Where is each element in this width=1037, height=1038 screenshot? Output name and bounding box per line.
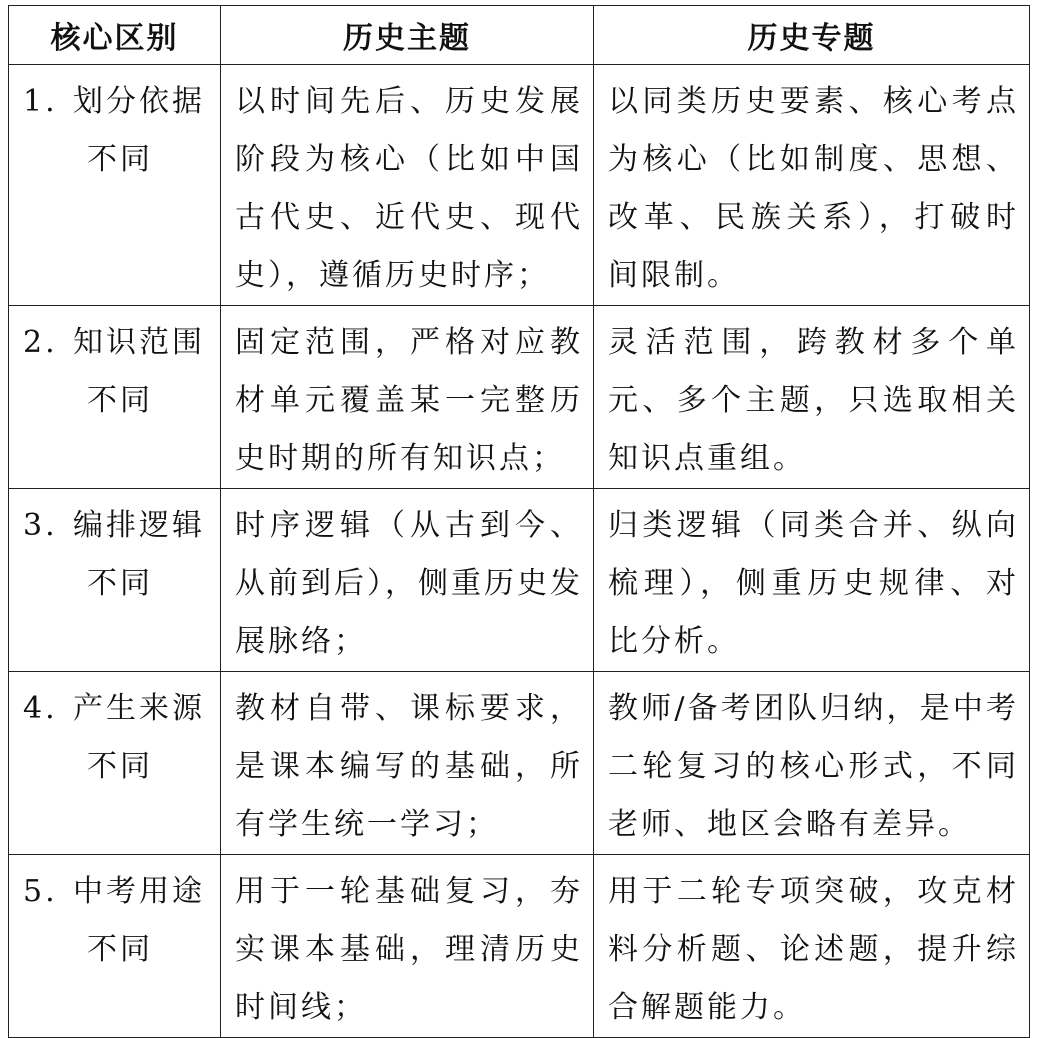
category-label-line2: 不同 bbox=[87, 142, 153, 177]
topic-cell bbox=[594, 489, 1030, 672]
row-number: 5. bbox=[23, 874, 58, 909]
topic-cell bbox=[594, 855, 1030, 1038]
theme-cell bbox=[221, 306, 594, 489]
row-number: 3. bbox=[23, 508, 58, 543]
category-cell bbox=[9, 672, 221, 855]
row-number: 1. bbox=[23, 84, 58, 119]
category-label-line2: 不同 bbox=[87, 932, 153, 967]
category-cell bbox=[9, 65, 221, 306]
category-label-line2: 不同 bbox=[87, 566, 153, 601]
header-row bbox=[9, 6, 1030, 65]
theme-text: 教材自带、课标要求，是课本编写的基础，所有学生统一学习； bbox=[235, 691, 583, 842]
theme-cell bbox=[221, 489, 594, 672]
topic-text: 用于二轮专项突破，攻克材料分析题、论述题，提升综合解题能力。 bbox=[608, 874, 1019, 1025]
table-row bbox=[9, 489, 1030, 672]
row-number: 2. bbox=[23, 325, 58, 360]
theme-text: 固定范围，严格对应教材单元覆盖某一完整历史时期的所有知识点； bbox=[235, 325, 583, 476]
topic-text: 灵活范围，跨教材多个单元、多个主题，只选取相关知识点重组。 bbox=[608, 325, 1019, 476]
theme-cell bbox=[221, 855, 594, 1038]
category-label: 知识范围 bbox=[73, 325, 205, 360]
comparison-table bbox=[8, 5, 1030, 1038]
category-label: 中考用途 bbox=[73, 874, 205, 909]
topic-text: 归类逻辑（同类合并、纵向梳理），侧重历史规律、对比分析。 bbox=[608, 508, 1019, 659]
category-label-line2: 不同 bbox=[87, 749, 153, 784]
theme-text: 用于一轮基础复习，夯实课本基础，理清历史时间线； bbox=[235, 874, 583, 1025]
header-history-topic: 历史专题 bbox=[594, 6, 1030, 65]
category-cell bbox=[9, 489, 221, 672]
category-cell bbox=[9, 306, 221, 489]
table-row bbox=[9, 306, 1030, 489]
topic-text: 教师/备考团队归纳，是中考二轮复习的核心形式，不同老师、地区会略有差异。 bbox=[608, 691, 1019, 842]
table-row bbox=[9, 65, 1030, 306]
theme-text: 以时间先后、历史发展阶段为核心（比如中国古代史、近代史、现代史），遵循历史时序； bbox=[235, 84, 583, 293]
topic-cell bbox=[594, 672, 1030, 855]
category-label: 划分依据 bbox=[73, 84, 205, 119]
theme-text: 时序逻辑（从古到今、从前到后），侧重历史发展脉络； bbox=[235, 508, 583, 659]
category-label: 产生来源 bbox=[73, 691, 205, 726]
category-label-line2: 不同 bbox=[87, 383, 153, 418]
theme-cell bbox=[221, 672, 594, 855]
topic-text: 以同类历史要素、核心考点为核心（比如制度、思想、改革、民族关系），打破时间限制。 bbox=[608, 84, 1019, 293]
table-row bbox=[9, 672, 1030, 855]
category-cell bbox=[9, 855, 221, 1038]
category-label: 编排逻辑 bbox=[73, 508, 205, 543]
table-row bbox=[9, 855, 1030, 1038]
header-core-difference: 核心区别 bbox=[9, 6, 221, 65]
theme-cell bbox=[221, 65, 594, 306]
header-history-theme: 历史主题 bbox=[221, 6, 594, 65]
row-number: 4. bbox=[23, 691, 58, 726]
topic-cell bbox=[594, 65, 1030, 306]
topic-cell bbox=[594, 306, 1030, 489]
